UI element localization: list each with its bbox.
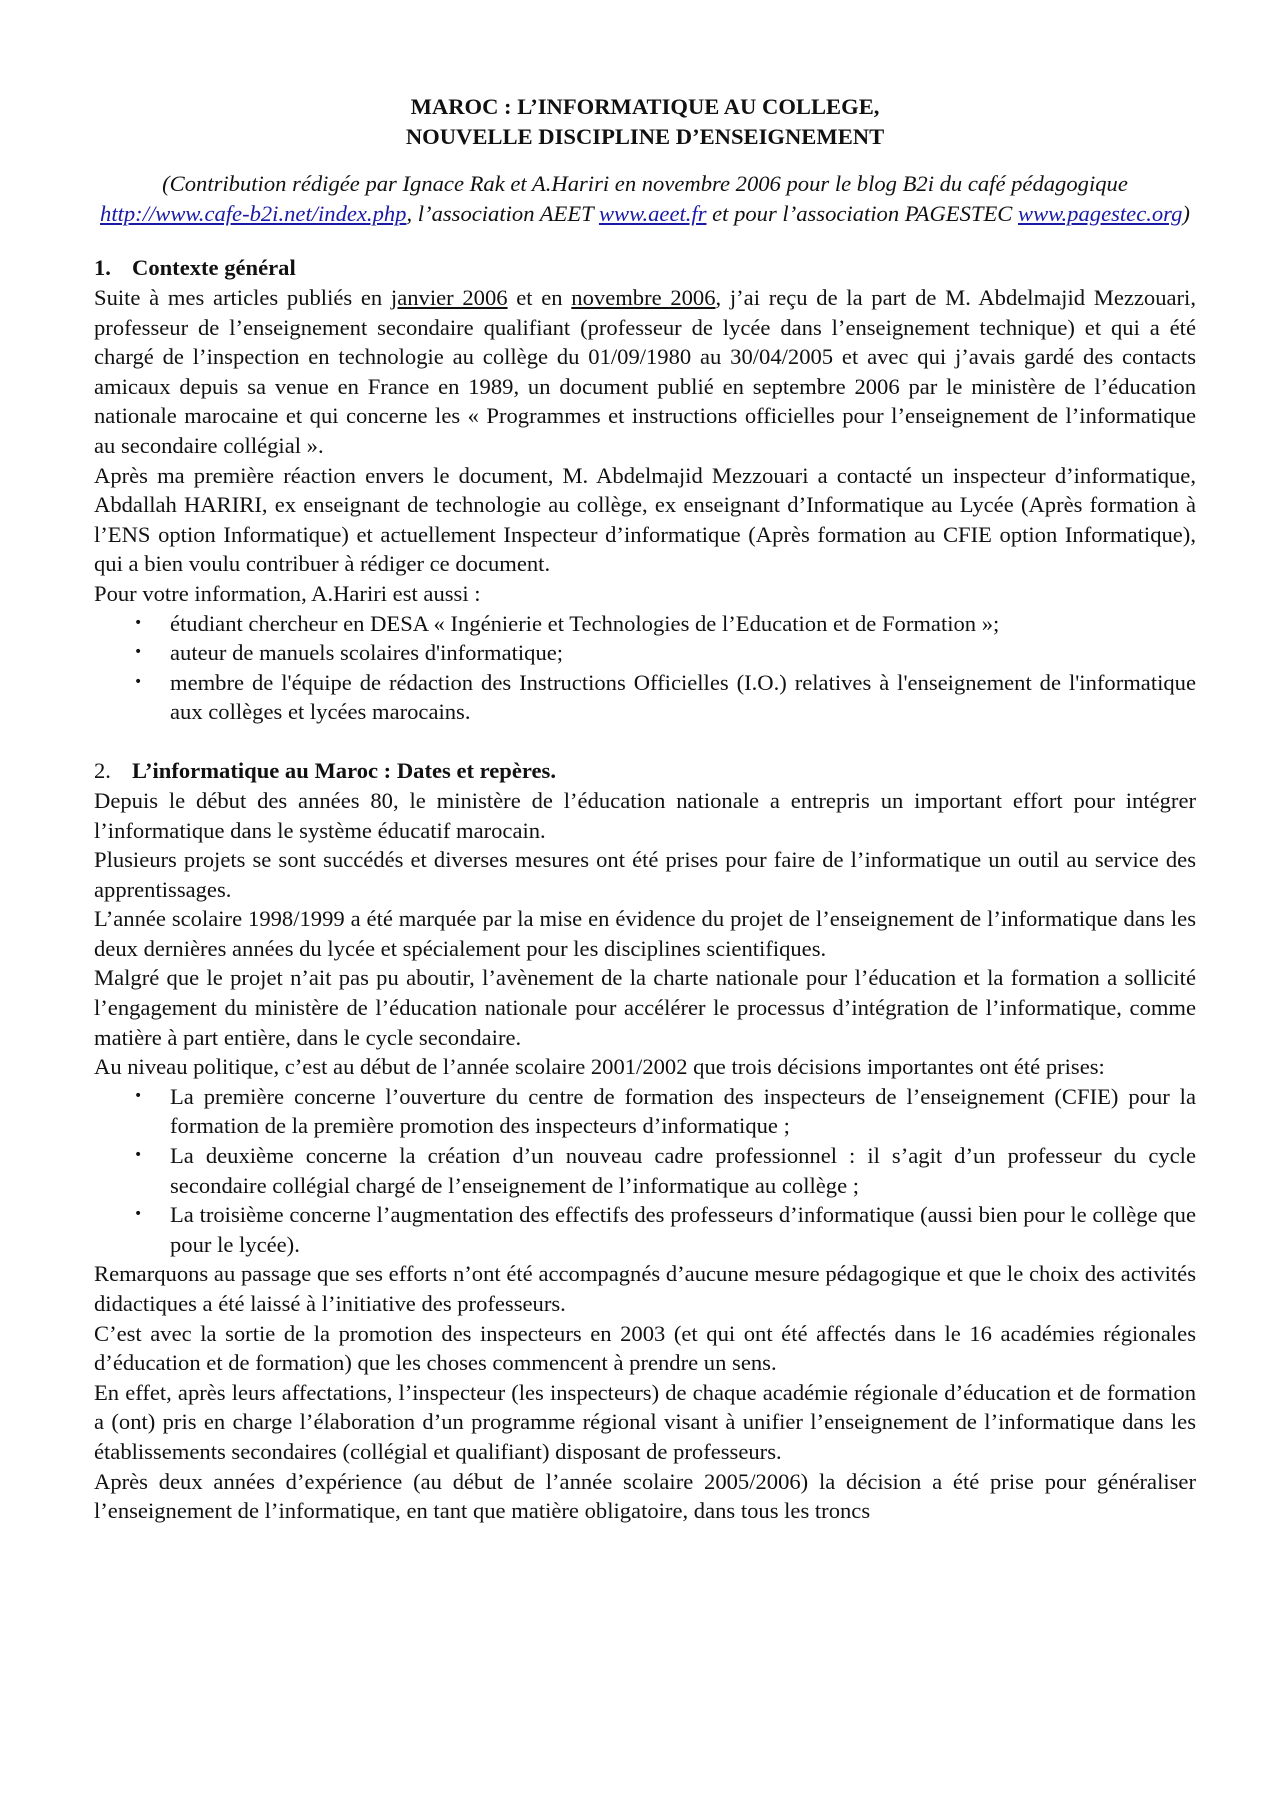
bullet-icon: • [134,1087,143,1104]
title-line-2: NOUVELLE DISCIPLINE D’ENSEIGNEMENT [405,124,885,149]
list-item-text: étudiant chercheur en DESA « Ingénierie et Technologies de l’Education et de Formation »; [170,610,1000,636]
section-1-paragraph-3: Pour votre information, A.Hariri est aussi : [94,580,481,606]
section-1-title: Contexte général [132,255,296,280]
list-item-text: membre de l'équipe de rédaction des Instructions Officielles (I.O.) relatives à l'enseignement de l'informatique aux collèges et lycées marocains. [170,669,1196,725]
section-2-bullet-list [94,1082,1196,1260]
title-line-1: MAROC : L’INFORMATIQUE AU COLLEGE, [410,94,880,119]
cafe-b2i-link[interactable]: http://www.cafe-b2i.net/index.php [100,201,407,226]
section-2-paragraph: Malgré que le projet n’ait pas pu aboutir, l’avènement de la charte nationale pour l’éducation et la formation a sollicité l’engagement du ministère de l’éducation nationale pour accélérer le processus d’intégration de l’informatique, comme matière à part entière, dans le cycle secondaire. [94,965,1196,1050]
section-1-number: 1. [94,255,111,280]
section-2-title: L’informatique au Maroc : Dates et repères. [132,757,556,783]
section-1-bullet-list [94,609,1196,727]
document-title [94,92,1196,152]
contribution-text-2: , l’association AEET [406,201,599,226]
section-1-paragraph-1 [94,283,1196,461]
contribution-text-3: et pour l’association PAGESTEC [706,201,1018,226]
section-2-paragraph: C’est avec la sortie de la promotion des inspecteurs en 2003 (et qui ont été affectés dans le 16 académies régionales d’éducation et de formation) que les choses commencent à prendre un sens. [94,1320,1196,1376]
s1p1-mid: et en [507,285,572,310]
january-2006-article-link[interactable]: janvier 2006 [390,285,508,310]
aeet-link[interactable]: www.aeet.fr [598,201,707,226]
list-item [134,668,1196,727]
contribution-note [94,169,1196,229]
section-2-paragraph: Remarquons au passage que ses efforts n’ont été accompagnés d’aucune mesure pédagogique et que le choix des activités didactiques a été laissé à l’initiative des professeurs. [94,1261,1196,1316]
section-2-paragraph: Au niveau politique, c’est au début de l’année scolaire 2001/2002 que trois décisions importantes ont été prises: [94,1054,1105,1080]
section-2-paragraph: Depuis le début des années 80, le ministère de l’éducation nationale a entrepris un important effort pour intégrer l’informatique dans le système éducatif marocain. [94,787,1196,843]
section-2-number: 2. [94,757,111,783]
list-item [134,1200,1196,1259]
list-item [134,1141,1196,1200]
section-spacer [94,727,1196,756]
document-page [94,92,1196,1526]
bullet-icon: • [134,673,143,690]
bullet-icon: • [134,644,143,661]
section-2-paragraph: L’année scolaire 1998/1999 a été marquée par la mise en évidence du projet de l’enseignement de l’informatique dans les deux dernières années du lycée et spécialement pour les disciplines scientifiques. [94,906,1196,961]
s1p1-start: Suite à mes articles publiés en [94,285,391,310]
contribution-text-1: (Contribution rédigée par Ignace Rak et A.Hariri en novembre 2006 pour le blog B2i du café pédagogique [162,171,1128,196]
contribution-text-4: ) [1182,201,1190,226]
bullet-icon: • [134,1206,143,1223]
list-item-text: La première concerne l’ouverture du centre de formation des inspecteurs de l’enseignement (CFIE) pour la formation de la première promotion des inspecteurs d’informatique ; [170,1083,1196,1139]
section-2-paragraph: Après deux années d’expérience (au début de l’année scolaire 2005/2006) la décision a été prise pour généraliser l’enseignement de l’informatique, en tant que matière obligatoire, dans tous les troncs [94,1468,1196,1524]
list-item [134,638,1196,668]
list-item-text: La troisième concerne l’augmentation des effectifs des professeurs d’informatique (aussi bien pour le collège que pour le lycée). [170,1202,1196,1257]
section-2-paragraph: Plusieurs projets se sont succédés et diverses mesures ont été prises pour faire de l’informatique un outil au service des apprentissages. [94,847,1196,902]
pagestec-link[interactable]: www.pagestec.org [1018,201,1183,226]
section-1-heading [94,253,1196,283]
section-1-paragraph-2: Après ma première réaction envers le document, M. Abdelmajid Mezzouari a contacté un inspecteur d’informatique, Abdallah HARIRI, ex enseignant de technologie au collège, ex enseignant d’Informatique au Lycée (Après formation à l’ENS option Informatique) et actuellement Inspecteur d’informatique (Après formation au CFIE option Informatique), qui a bien voulu contribuer à rédiger ce document. [94,462,1196,577]
bullet-icon: • [134,1147,143,1164]
section-2-paragraph: En effet, après leurs affectations, l’inspecteur (les inspecteurs) de chaque académie régionale d’éducation et de formation a (ont) pris en charge l’élaboration d’un programme régional visant à unifier l’enseignement de l’informatique dans les établissements secondaires (collégial et qualifiant) disposant de professeurs. [94,1379,1196,1464]
list-item-text: La deuxième concerne la création d’un nouveau cadre professionnel : il s’agit d’un professeur du cycle secondaire collégial chargé de l’enseignement de l’informatique au collège ; [170,1143,1196,1198]
bullet-icon: • [134,614,143,631]
list-item [134,609,1196,639]
list-item [134,1082,1196,1141]
list-item-text: auteur de manuels scolaires d'informatique; [170,640,564,666]
section-2-heading [94,756,1196,786]
november-2006-article-link[interactable]: novembre 2006 [571,285,716,310]
s1p1-end: , j’ai reçu de la part de M. Abdelmajid Mezzouari, professeur de l’enseignement secondaire qualifiant (professeur de lycée dans l’enseignement technique) et qui a été chargé de l’inspection en technologie au collège du 01/09/1980 au 30/04/2005 et avec qui j’avais gardé des contacts amicaux depuis sa venue en France en 1989, un document publié en septembre 2006 par le ministère de l’éducation nationale marocaine et qui concerne les « Programmes et instructions officielles pour l’enseignement de l’informatique au secondaire collégial ». [94,285,1196,458]
